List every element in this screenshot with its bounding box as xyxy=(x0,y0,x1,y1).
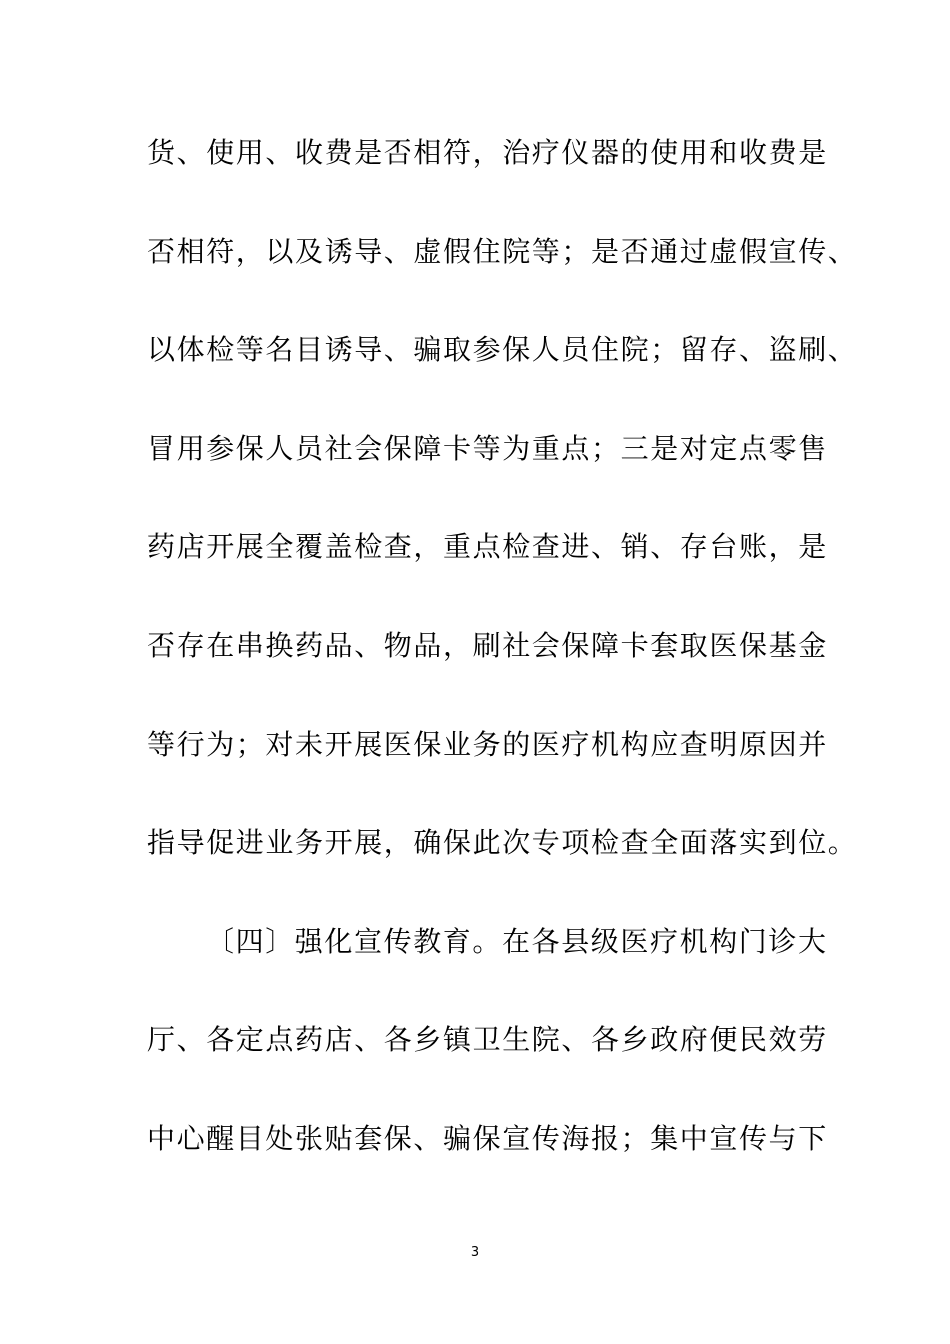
text-line: 否存在串换药品、物品，刷社会保障卡套取医保基金 xyxy=(147,628,828,662)
text-line: 冒用参保人员社会保障卡等为重点；三是对定点零售 xyxy=(147,431,828,465)
text-line: 药店开展全覆盖检查，重点检查进、销、存台账，是 xyxy=(147,530,828,564)
text-line: 等行为；对未开展医保业务的医疗机构应查明原因并 xyxy=(147,727,828,761)
page-number: 3 xyxy=(470,1245,480,1260)
text-line: 中心醒目处张贴套保、骗保宣传海报；集中宣传与下 xyxy=(147,1121,828,1155)
text-line: 指导促进业务开展，确保此次专项检查全面落实到位。 xyxy=(147,826,858,860)
body-text xyxy=(147,130,858,1215)
text-line: 以体检等名目诱导、骗取参保人员住院；留存、盗刷、 xyxy=(147,333,858,367)
text-line: 厅、各定点药店、各乡镇卫生院、各乡政府便民效劳 xyxy=(147,1023,828,1057)
text-line: 否相符，以及诱导、虚假住院等；是否通过虚假宣传、 xyxy=(147,234,858,268)
section-heading-line: 〔四〕强化宣传教育。在各县级医疗机构门诊大 xyxy=(206,924,828,958)
text-line: 货、使用、收费是否相符，治疗仪器的使用和收费是 xyxy=(147,136,828,169)
